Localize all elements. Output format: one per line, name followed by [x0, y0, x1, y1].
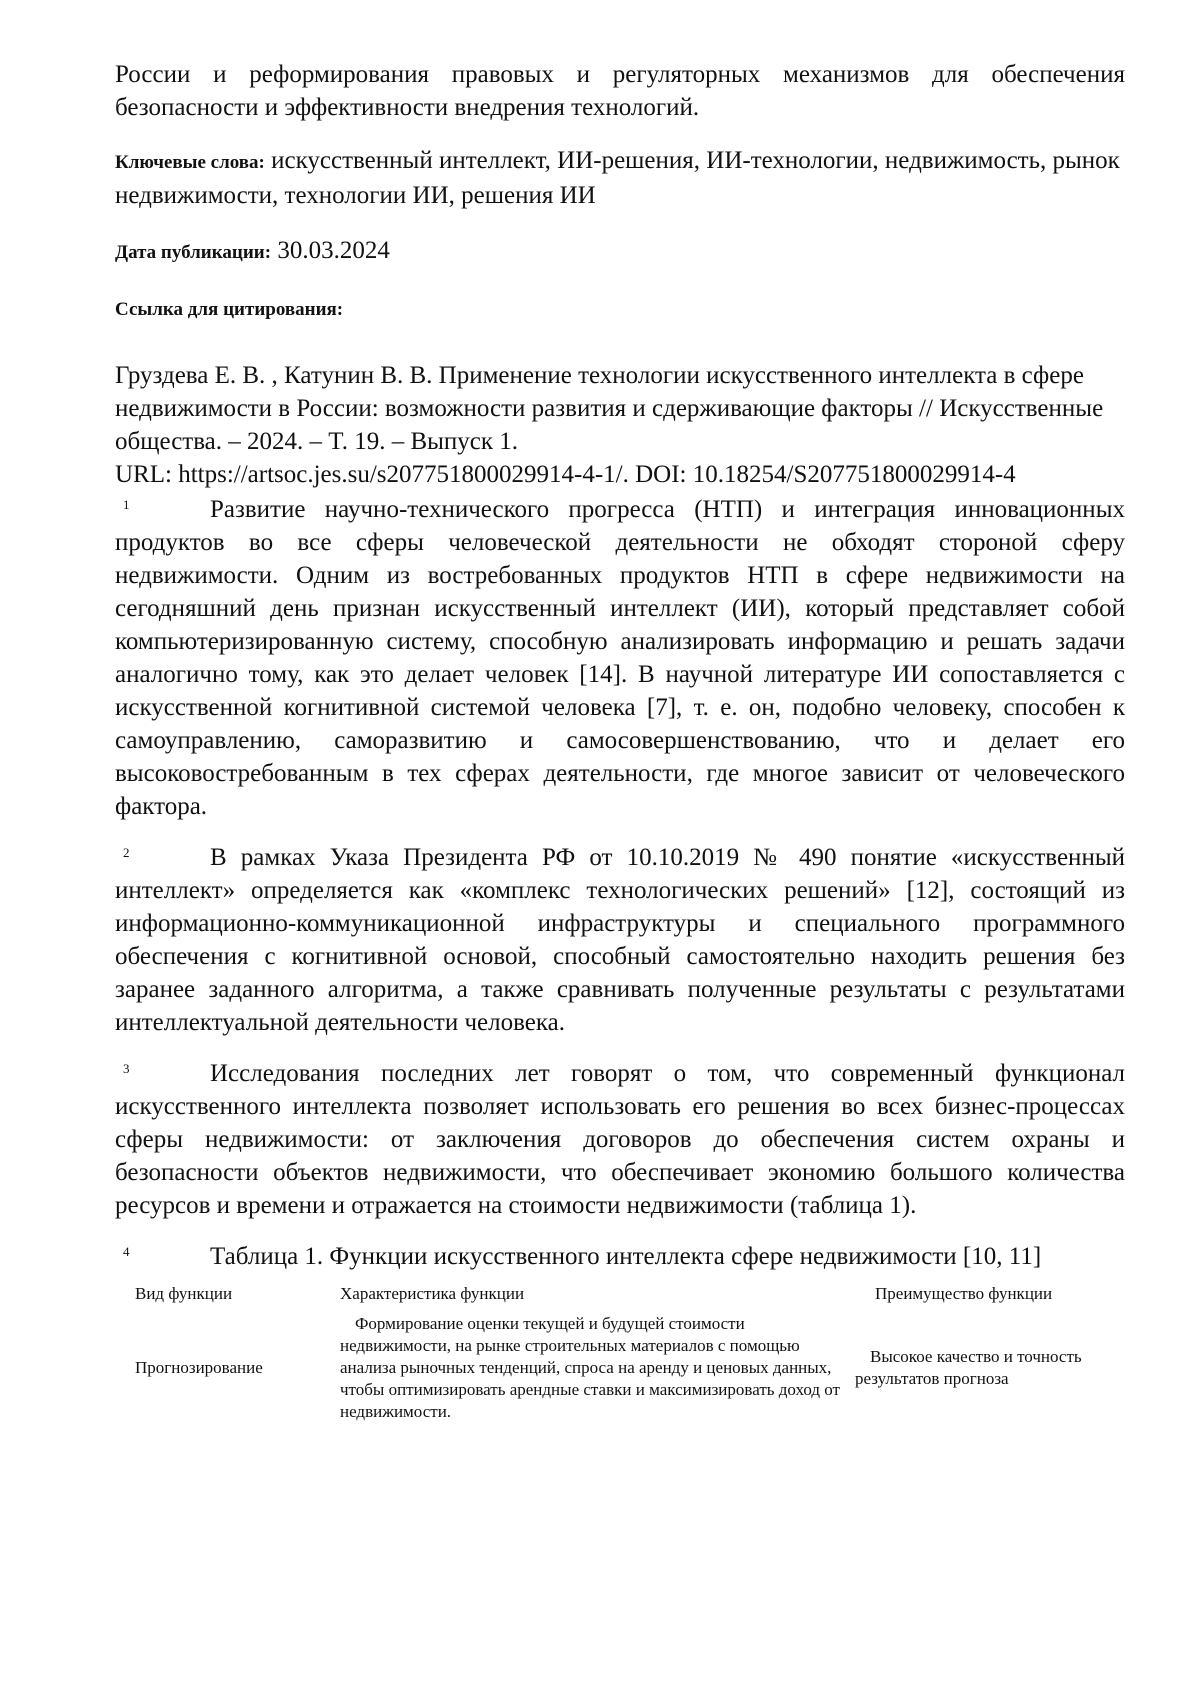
publication-date-value: 30.03.2024 — [277, 237, 390, 264]
paragraph-number: 1 — [123, 497, 130, 512]
paragraph-text: В рамках Указа Президента РФ от 10.10.2019 № 490 понятие «искусственный интеллект» определяется как «комплекс технологических решений» [12], состоящий из информационно-коммуникационной инфраструктуры и специального программного обеспечения с когнитивной основой, способный самостоятельно находить решения без заранее заданного алгоритма, а также сравнивать полученные результаты с результатами интеллектуальной деятельности человека. — [115, 844, 1125, 1036]
paragraph-1 — [115, 493, 1125, 823]
citation-url[interactable]: URL: https://artsoc.jes.su/s207751800029914-4-1/. DOI: 10.18254/S207751800029914-4 — [115, 461, 1016, 488]
citation-label: Ссылка для цитирования: — [115, 299, 344, 320]
paragraph-2 — [115, 841, 1125, 1039]
table-header-cell: Вид функции — [135, 1284, 233, 1303]
keywords — [115, 144, 1125, 212]
functions-table — [115, 1279, 1125, 1427]
citation — [115, 359, 1125, 491]
function-kind: Прогнозирование — [135, 1358, 263, 1377]
citation-label-line — [115, 291, 1125, 326]
table-caption: Таблица 1. Функции искусственного интеллекта сфере недвижимости [10, 11] — [210, 1243, 1042, 1270]
table-row — [115, 1309, 1125, 1427]
table-caption-block — [115, 1240, 1125, 1273]
paragraph-3 — [115, 1057, 1125, 1222]
table-header-row — [115, 1279, 1125, 1309]
citation-text: Груздева Е. В. , Катунин В. В. Применение технологии искусственного интеллекта в сфере недвижимости в России: возможности развития и сдерживающие факторы // Искусственные общества. – 2024. – T. 19. – Выпуск 1. — [115, 362, 1104, 455]
paragraph-text: Исследования последних лет говорят о том, что современный функционал искусственного интеллекта позволяет использовать его решения во всех бизнес-процессах сферы недвижимости: от заключения договоров до обеспечения систем охраны и безопасности объектов недвижимости, что обеспечивает экономию большого количества ресурсов и времени и отражается на стоимости недвижимости (таблица 1). — [115, 1060, 1125, 1219]
keywords-label: Ключевые слова: — [115, 152, 265, 173]
paragraph-text: Развитие научно-технического прогресса (НТП) и интеграция инновационных продуктов во все сферы человеческой деятельности не обходят стороной сферу недвижимости. Одним из востребованных продуктов НТП в сфере недвижимости на сегодняшний день признан искусственный интеллект (ИИ), который представляет собой компьютеризированную систему, способную анализировать информацию и решать задачи аналогично тому, как это делает человек [14]. В научной литературе ИИ сопоставляется с искусственной когнитивной системой человека [7], т. е. он, подобно человеку, способен к самоуправлению, саморазвитию и самосовершенствованию, что и делает его высоковостребованным в тех сферах деятельности, где многое зависит от человеческого фактора. — [115, 496, 1125, 820]
paragraph-number: 3 — [123, 1061, 130, 1076]
abstract-tail: России и реформирования правовых и регуляторных механизмов для обеспечения безопасности и эффективности внедрения технологий. — [115, 61, 1125, 121]
function-advantage: Высокое качество и точность результатов прогноза — [855, 1347, 1082, 1388]
article-page — [115, 58, 1125, 1427]
publication-date — [115, 234, 1125, 269]
function-description: Формирование оценки текущей и будущей стоимости недвижимости, на рынке строительных материалов с помощью анализа рыночных тенденций, спроса на аренду и ценовых данных, чтобы оптимизировать арендные ставки и максимизировать доход от недвижимости. — [340, 1314, 840, 1421]
keywords-value: искусственный интеллект, ИИ-решения, ИИ-технологии, недвижимость, рынок недвижимости, технологии ИИ, решения ИИ — [115, 147, 1120, 209]
table-header-cell: Характеристика функции — [340, 1284, 525, 1303]
body-text — [115, 493, 1125, 1273]
publication-date-label: Дата публикации: — [115, 242, 272, 263]
table-header-cell: Преимущество функции — [875, 1284, 1053, 1303]
paragraph-number: 2 — [123, 845, 130, 860]
paragraph-number: 4 — [123, 1244, 130, 1259]
